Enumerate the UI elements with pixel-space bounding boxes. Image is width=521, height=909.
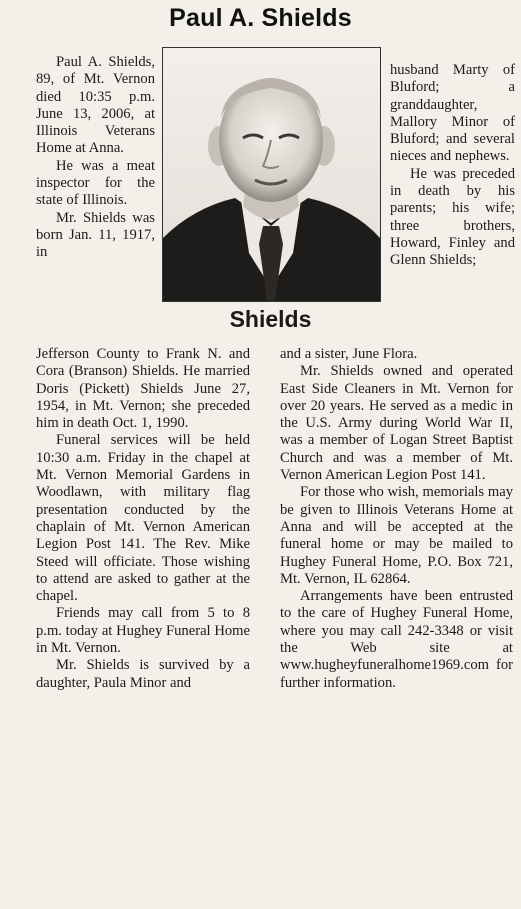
obit-paragraph: Paul A. Shields, 89, of Mt. Vernon died 10:35 p.m. June 13, 2006, at Illinois Veterans Home at Anna. <box>36 54 155 157</box>
right-column-top <box>390 62 515 270</box>
obit-paragraph: Arrangements have been entrusted to the care of Hughey Funeral Home, where you may call 242-3348 or visit the Web site at www.hugheyfuneralhome1969.com for further information. <box>280 588 513 691</box>
obit-paragraph: Mr. Shields owned and operated East Side Cleaners in Mt. Vernon for over 20 years. He served as a medic in the U.S. Army during World War II, was a member of Logan Street Baptist Church and was a member of Mt. Vernon American Legion Post 141. <box>280 363 513 484</box>
left-column-top <box>36 54 155 262</box>
right-column <box>280 346 513 692</box>
obit-paragraph: Jefferson County to Frank N. and Cora (Branson) Shields. He married Doris (Pickett) Shields June 27, 1954, in Mt. Vernon; she preceded him in death Oct. 1, 1990. <box>36 346 250 432</box>
photo-caption: Shields <box>229 306 312 332</box>
obituary-headline: Paul A. Shields <box>169 4 352 32</box>
obit-paragraph: Friends may call from 5 to 8 p.m. today at Hughey Funeral Home in Mt. Vernon. <box>36 605 250 657</box>
obit-paragraph: Funeral services will be held 10:30 a.m. Friday in the chapel at Mt. Vernon Memorial Gardens in Woodlawn, with military flag presentation conducted by the chaplain of Mt. Vernon American Legion Post 141. The Rev. Mike Steed will officiate. Those wishing to attend are asked to gather at the chapel. <box>36 432 250 605</box>
left-column <box>36 346 250 692</box>
obit-paragraph: and a sister, June Flora. <box>280 346 418 362</box>
obit-paragraph: Mr. Shields is survived by a daughter, Paula Minor and <box>36 657 250 691</box>
obit-paragraph: He was preceded in death by his parents; his wife; three brothers, Howard, Finley and Glenn Shields; <box>390 165 515 269</box>
obit-paragraph: Mr. Shields was born Jan. 11, 1917, in <box>36 209 155 261</box>
portrait-photo <box>162 47 381 302</box>
obit-paragraph: For those who wish, memorials may be given to Illinois Veterans Home at Anna and will be accepted at the funeral home or may be mailed to Hughey Funeral Home, P.O. Box 721, Mt. Vernon, IL 62864. <box>280 484 513 587</box>
obit-paragraph: husband Marty of Bluford; a granddaughter, Mallory Minor of Bluford; and several nieces and nephews. <box>390 62 515 165</box>
portrait-image <box>163 48 380 301</box>
obit-paragraph: He was a meat inspector for the state of Illinois. <box>36 157 155 209</box>
